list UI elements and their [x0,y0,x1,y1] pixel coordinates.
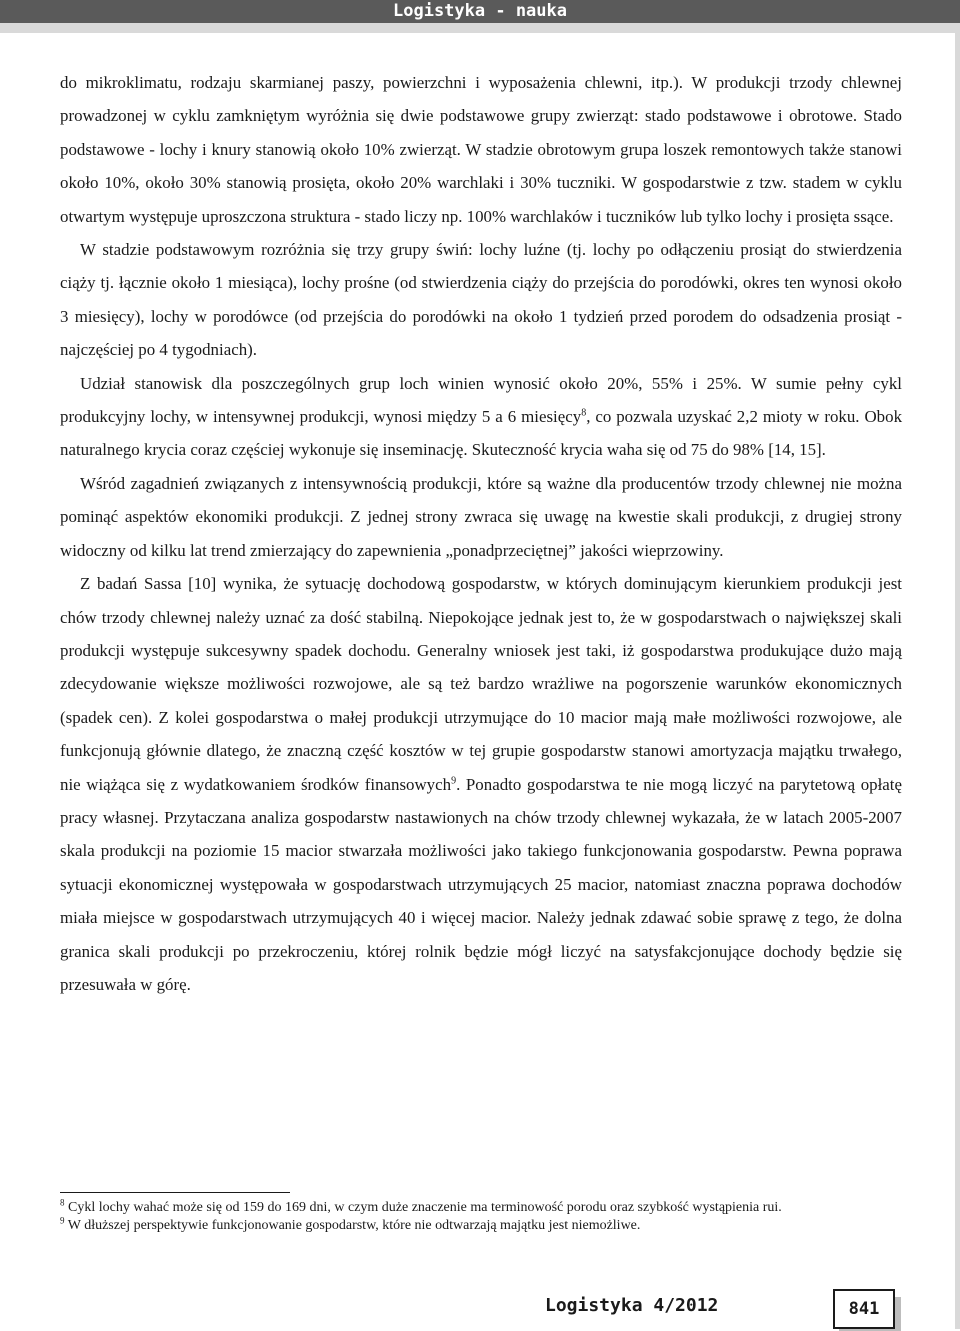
footnote [60,1217,920,1235]
body-text [60,66,902,1001]
footnote-number: 8 [60,1197,65,1208]
paragraph [60,66,902,233]
footnote-number: 9 [60,1215,65,1226]
footnote-text: W dłuższej perspektywie funkcjonowanie gospodarstw, które nie odtwarzają majątku jest niemożliwe. [64,1218,641,1233]
footnote-text: Cykl lochy wahać może się od 159 do 169 dni, w czym duże znaczenie ma terminowość porodu oraz szybkość wystąpienia rui. [64,1200,782,1215]
footnote-separator [60,1192,290,1193]
paragraph [60,233,902,367]
journal-footer: Logistyka 4/2012 [545,1295,719,1316]
paragraph-text: W stadzie podstawowym rozróżnia się trzy grupy świń: lochy luźne (tj. lochy po odłączeniu prosiąt do stwierdzenia ciąży tj. łącznie około 1 miesiąca), lochy prośne (od stwierdzenia ciąży do przejścia do porodówki, okres ten wynosi około 3 miesięcy), lochy w porodówce (od przejścia do porodówki na około 1 tydzień przed porodem do odsadzenia prosiąt - najczęściej po 4 tygodniach). [60,240,902,360]
footnotes [60,1199,920,1235]
paragraph [60,567,902,1001]
footnote-ref: 8 [581,407,587,419]
paragraph [60,467,902,567]
paragraph-text: Udział stanowisk dla poszczególnych grup loch winien wynosić około 20%, 55% i 25%. W sumie pełny cykl produkcyjny lochy, w intensywnej produkcji, wynosi między 5 a 6 miesięcy [60,373,902,427]
page-number: 841 [833,1289,895,1329]
right-border [955,33,960,1329]
paragraph [60,367,902,467]
footnote-ref: 9 [451,774,457,786]
paragraph-text: , co pozwala uzyskać 2,2 mioty w roku. Obok naturalnego krycia coraz częściej wykonuje się inseminację. Skuteczność krycia waha się od 75 do 98% [14, 15]. [60,407,903,460]
paragraph-text: Wśród zagadnień związanych z intensywnością produkcji, które są ważne dla producentów trzody chlewnej nie można pominąć aspektów ekonomiki produkcji. Z jednej strony zwraca się uwagę na kwestie skali produkcji, z drugiej strony widoczny od kilku lat trend zmierzający do zapewnienia „ponadprzeciętnej” jakości wieprzowiny. [60,473,902,560]
paragraph-text: do mikroklimatu, rodzaju skarmianej paszy, powierzchni i wyposażenia chlewni, itp.). W produkcji trzody chlewnej prowadzonej w cyklu zamkniętym wyróżnia się dwie podstawowe grupy zwierząt: stado podstawowe i obrotowe. Stado podstawowe - lochy i knury stanowią około 10% zwierząt. W stadzie obrotowym grupa loszek remontowych także stanowi około 10%, około 30% stanowią prosięta, około 20% warchlaki i 30% tuczniki. W gospodarstwie z tzw. stadem w cyklu otwartym występuje uproszczona struktura - stado liczy np. 100% warchlaków i tuczników lub tylko lochy i prosięta ssące. [60,73,902,226]
paragraph-text: . Ponadto gospodarstwa te nie mogą liczyć na parytetową opłatę pracy własnej. Przytaczana analiza gospodarstw nastawionych na chów trzody chlewnej wykazała, że w latach 2005-2007 skala produkcji na poziomie 15 macior stwarzała możliwości jako takiego funkcjonowania gospodarstw. Pewna poprawa sytuacji ekonomicznej występowała w gospodarstwach utrzymujących 25 macior, natomiast znaczna poprawa dochodów miała miejsce w gospodarstwach utrzymujących 40 i więcej macior. Należy jednak zdawać sobie sprawę z tego, że dolna granica skali produkcji po przekroczeniu, której rolnik będzie mógł liczyć na satysfakcjonujące dochody będzie się przesuwała w górę. [60,774,902,994]
paragraph-text: Z badań Sassa [10] wynika, że sytuację dochodową gospodarstw, w których dominującym kierunkiem produkcji jest chów trzody chlewnej należy uznać za dość stabilną. Niepokojące jednak jest to, że w gospodarstwach o największej skali produkcji występuje sukcesywny spadek dochodu. Generalny wniosek jest taki, iż gospodarstwa produkujące dużo mają zdecydowanie większe możliwości rozwojowe, ale są też bardzo wrażliwe na pogorszenie warunków ekonomicznych (spadek cen). Z kolei gospodarstwa o małej produkcji utrzymujące do 10 macior mają małe możliwości rozwojowe, ale funkcjonują głównie dlatego, że znaczną część kosztów w tej grupie gospodarstw stanowi amortyzacja majątku trwałego, nie wiążąca się z wydatkowaniem środków finansowych [60,574,902,794]
footnote [60,1199,920,1217]
running-header-title: Logistyka - nauka [393,1,567,21]
header-strip [0,23,960,33]
